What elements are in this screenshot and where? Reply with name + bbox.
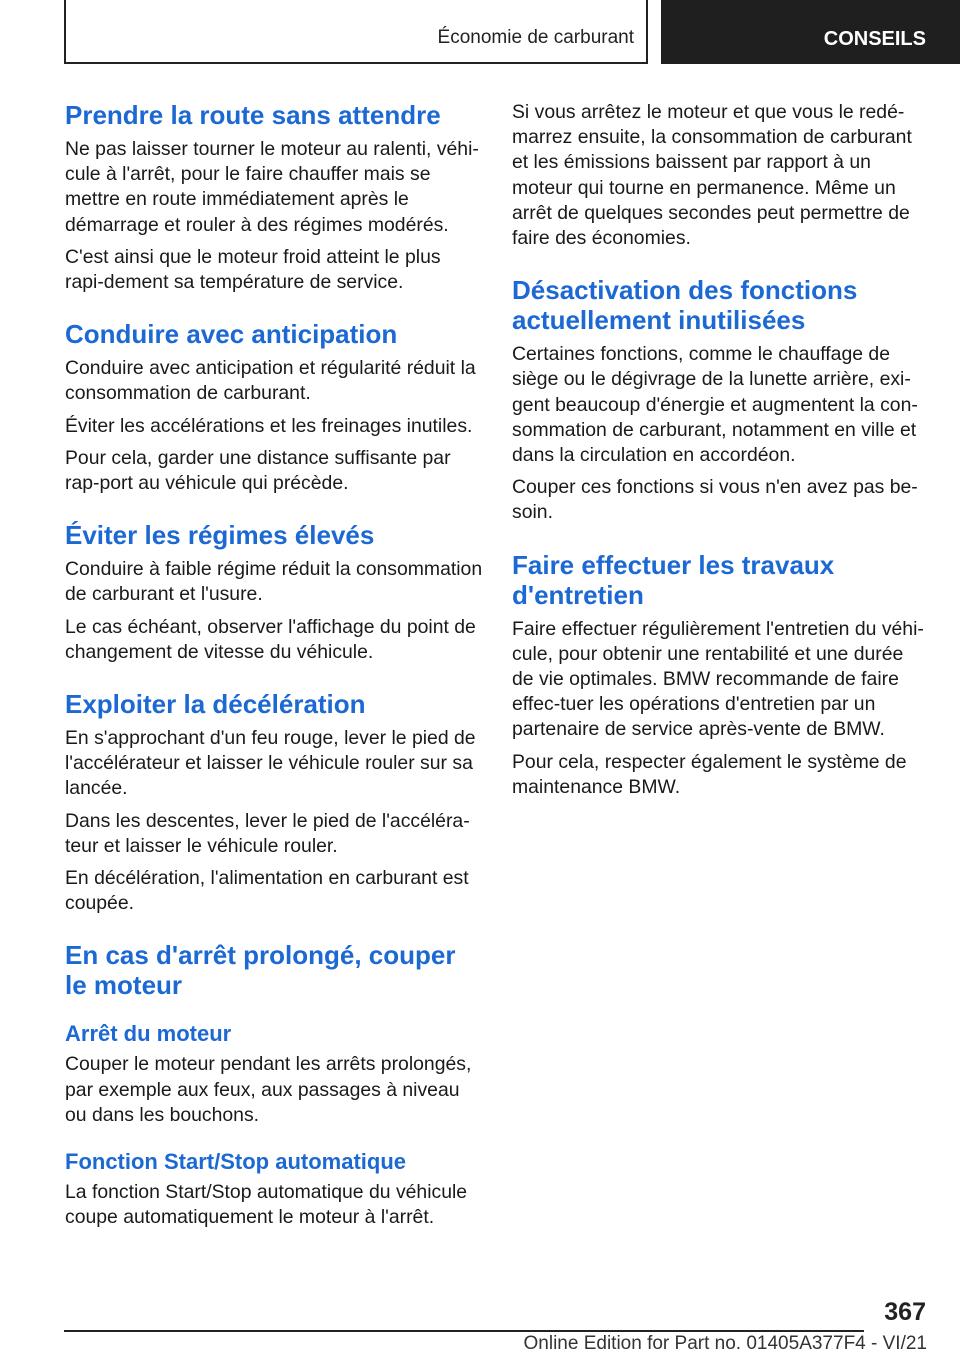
heading-travaux-entretien: Faire effectuer les travaux d'entretien — [512, 549, 835, 610]
left-column — [65, 100, 483, 1237]
paragraph: Couper ces fonctions si vous n'en avez pas be-soin. — [512, 476, 918, 524]
heading-exploiter-deceleration: Exploiter la décélération — [65, 689, 366, 720]
page-number: 367 — [884, 1298, 926, 1326]
chapter-tab-label: CONSEILS — [823, 28, 926, 50]
heading-eviter-regimes: Éviter les régimes élevés — [65, 520, 375, 551]
paragraph: Pour cela, respecter également le système de maintenance BMW. — [512, 750, 907, 798]
paragraph: Conduire avec anticipation et régularité réduit la consommation de carburant. — [65, 357, 476, 405]
footer-edition: Online Edition for Part no. 01405A377F4 - VI/21 — [523, 1333, 927, 1354]
paragraph: Si vous arrêtez le moteur et que vous le redé-marrez ensuite, la consommation de carburant et les émissions baissent par rapport à un moteur qui tourne en permanence. Même un arrêt de quelques secondes peut permettre de faire des économies. — [512, 101, 912, 250]
paragraph: La fonction Start/Stop automatique du véhicule coupe automatiquement le moteur à l'arrêt. — [65, 1181, 468, 1229]
paragraph: Faire effectuer régulièrement l'entretien du véhi-cule, pour obtenir une rentabilité et une durée de vie optimales. BMW recommande de faire effec-tuer les opérations d'entretien par un partenaire de service après-vente de BMW. — [512, 617, 924, 741]
paragraph: Le cas échéant, observer l'affichage du point de changement de vitesse du véhicule. — [65, 615, 476, 663]
right-column — [512, 100, 930, 807]
paragraph: Dans les descentes, lever le pied de l'accéléra-teur et laisser le véhicule rouler. — [65, 809, 470, 857]
paragraph: Certaines fonctions, comme le chauffage de siège ou le dégivrage de la lunette arrière, exi-gent beaucoup d'énergie et augmentent la con-sommation de carburant, notamment en ville et dans la circulation en accordéon. — [512, 343, 918, 467]
paragraph: En s'approchant d'un feu rouge, lever le pied de l'accélérateur et laisser le véhicule rouler sur sa lancée. — [65, 727, 476, 800]
heading-prendre-la-route: Prendre la route sans attendre — [65, 100, 441, 130]
section-title: Économie de carburant — [437, 27, 634, 48]
heading-desactivation-fonctions: Désactivation des fonctions actuellement inutilisées — [512, 275, 858, 336]
paragraph: En décélération, l'alimentation en carburant est coupée. — [65, 867, 469, 915]
paragraph: C'est ainsi que le moteur froid atteint le plus rapi-dement sa température de service. — [65, 245, 441, 294]
heading-arret-prolonge: En cas d'arrêt prolongé, couper le moteur — [65, 940, 456, 1001]
running-header — [64, 0, 648, 64]
paragraph: Éviter les accélérations et les freinages inutiles. — [65, 414, 473, 437]
chapter-tab — [661, 0, 960, 64]
heading-conduire-anticipation: Conduire avec anticipation — [65, 319, 398, 350]
subheading-arret-moteur: Arrêt du moteur — [65, 1021, 232, 1047]
paragraph: Pour cela, garder une distance suffisante par rap-port au véhicule qui précède. — [65, 446, 451, 495]
paragraph: Couper le moteur pendant les arrêts prolongés, par exemple aux feux, aux passages à niveau ou dans les bouchons. — [65, 1053, 472, 1126]
paragraph: Conduire à faible régime réduit la consommation de carburant et l'usure. — [65, 558, 483, 606]
footer-divider — [64, 1330, 864, 1332]
paragraph: Ne pas laisser tourner le moteur au ralenti, véhi-cule à l'arrêt, pour le faire chauffer mais se mettre en route immédiatement après le démarrage et rouler à des régimes modérés. — [65, 138, 479, 236]
subheading-start-stop: Fonction Start/Stop automatique — [65, 1149, 406, 1175]
